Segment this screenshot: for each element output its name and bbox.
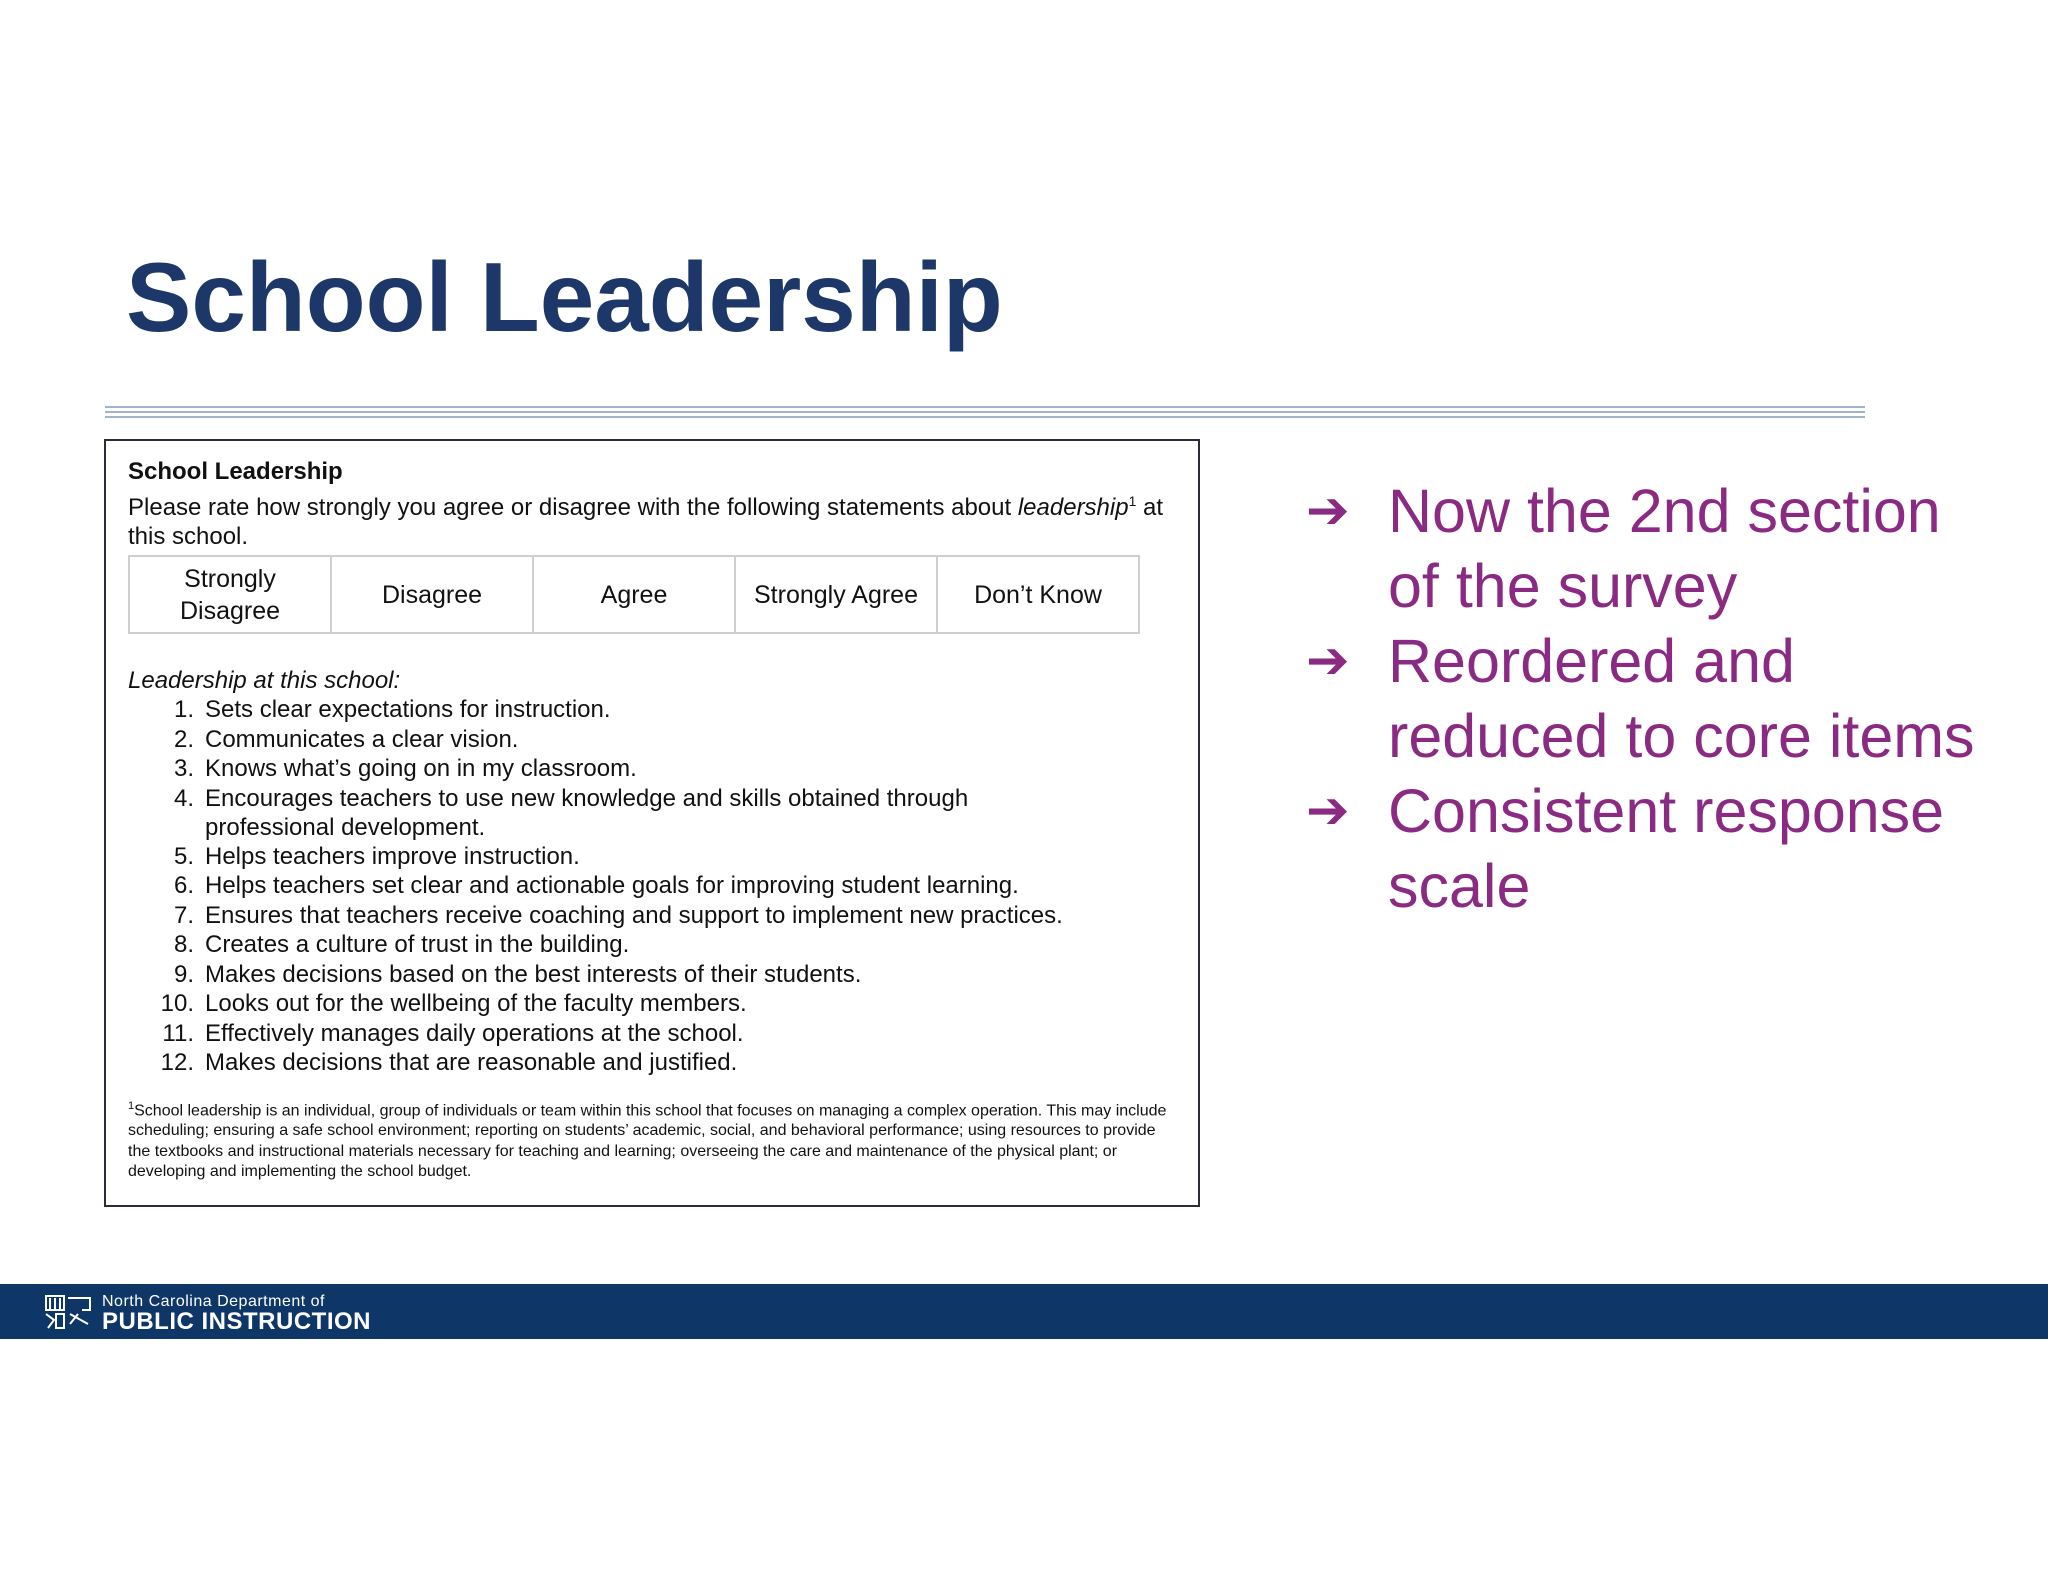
title-divider	[105, 416, 1865, 418]
item-text: Encourages teachers to use new knowledge and skills obtained through professional development.	[205, 784, 969, 841]
org-name-line1: North Carolina Department of	[102, 1293, 325, 1310]
survey-excerpt	[104, 439, 1200, 1207]
survey-item-list	[128, 695, 1176, 1078]
response-scale-table	[128, 555, 1140, 634]
arrow-right-icon: ➔	[1306, 482, 1350, 540]
item-number: 5.	[173, 842, 194, 870]
item-text: Helps teachers improve instruction.	[205, 842, 580, 870]
arrow-right-icon: ➔	[1306, 632, 1350, 690]
list-item	[128, 842, 1176, 872]
prompt-term: leadership	[1017, 494, 1129, 521]
item-text: Communicates a clear vision.	[205, 725, 519, 753]
survey-heading: School Leadership	[128, 458, 343, 485]
org-name-line2: PUBLIC INSTRUCTION	[102, 1308, 371, 1335]
item-number: 11.	[162, 1019, 194, 1047]
item-number: 2.	[173, 725, 194, 753]
bullet-text: Consistent response scale	[1388, 777, 1945, 920]
item-text: Ensures that teachers receive coaching and support to implement new practices.	[205, 901, 1063, 929]
bullet-list	[1306, 474, 2006, 924]
item-text: Effectively manages daily operations at the school.	[205, 1019, 744, 1047]
item-text: Knows what’s going on in my classroom.	[205, 755, 637, 782]
footnote-text: School leadership is an individual, group of individuals or team within this school that focuses on managing a complex operation. This may include scheduling; ensuring a safe school environment; reporting on students’ academic, social, and behavioral performance; using resources to provide the textbooks and instructional materials necessary for teaching and learning; overseeing the care and maintenance of the physical plant; or developing and implementing the school budget.	[128, 1101, 1167, 1181]
item-number: 1.	[173, 696, 194, 723]
list-item	[128, 960, 1176, 990]
item-number: 3.	[173, 755, 194, 782]
item-text: Creates a culture of trust in the building.	[205, 931, 630, 958]
title-divider	[105, 406, 1865, 408]
list-item	[128, 989, 1176, 1019]
item-number: 6.	[173, 872, 194, 899]
list-item	[128, 725, 1176, 755]
item-text: Looks out for the wellbeing of the faculty members.	[205, 990, 747, 1017]
scale-option-dont-know: Don’t Know	[937, 556, 1139, 633]
prompt-text: Please rate how strongly you agree or disagree with the following statements about	[128, 494, 1018, 521]
list-item	[128, 695, 1176, 725]
item-number: 4.	[173, 784, 194, 812]
dpi-logo-icon	[44, 1294, 94, 1330]
list-item	[128, 871, 1176, 901]
list-item	[128, 1048, 1176, 1078]
item-number: 9.	[173, 960, 194, 988]
list-item	[128, 754, 1176, 784]
bullet-item	[1306, 624, 2006, 774]
bullet-item	[1306, 474, 2006, 624]
scale-option-strongly-disagree: Strongly Disagree	[129, 556, 331, 633]
item-number: 10.	[160, 990, 194, 1017]
list-item	[128, 901, 1176, 931]
item-text: Makes decisions based on the best interests of their students.	[205, 960, 862, 988]
list-item	[128, 784, 1176, 842]
list-item	[128, 1019, 1176, 1049]
item-text: Sets clear expectations for instruction.	[205, 696, 611, 723]
slide-title: School Leadership	[126, 242, 1003, 352]
bullet-text: Now the 2nd section of the survey	[1388, 477, 1941, 620]
prompt-text-end: at this school.	[128, 494, 1164, 550]
survey-prompt	[128, 487, 1176, 551]
footer-bar	[0, 1284, 2048, 1339]
scale-option-strongly-agree: Strongly Agree	[735, 556, 937, 633]
item-number: 7.	[173, 901, 194, 929]
bullet-text: Reordered and reduced to core items	[1388, 627, 1975, 770]
item-text: Makes decisions that are reasonable and justified.	[205, 1049, 738, 1076]
prompt-footnote-mark: 1	[1128, 493, 1137, 509]
survey-footnote	[128, 1096, 1176, 1183]
title-divider	[105, 411, 1865, 413]
items-lead-label: Leadership at this school:	[128, 667, 401, 694]
arrow-right-icon: ➔	[1306, 782, 1350, 840]
scale-option-agree: Agree	[533, 556, 735, 633]
bullet-item	[1306, 774, 2006, 924]
item-number: 8.	[173, 931, 194, 958]
item-number: 12.	[160, 1049, 194, 1076]
scale-option-disagree: Disagree	[331, 556, 533, 633]
footnote-mark: 1	[128, 1099, 135, 1112]
list-item	[128, 930, 1176, 960]
item-text: Helps teachers set clear and actionable goals for improving student learning.	[205, 872, 1019, 899]
